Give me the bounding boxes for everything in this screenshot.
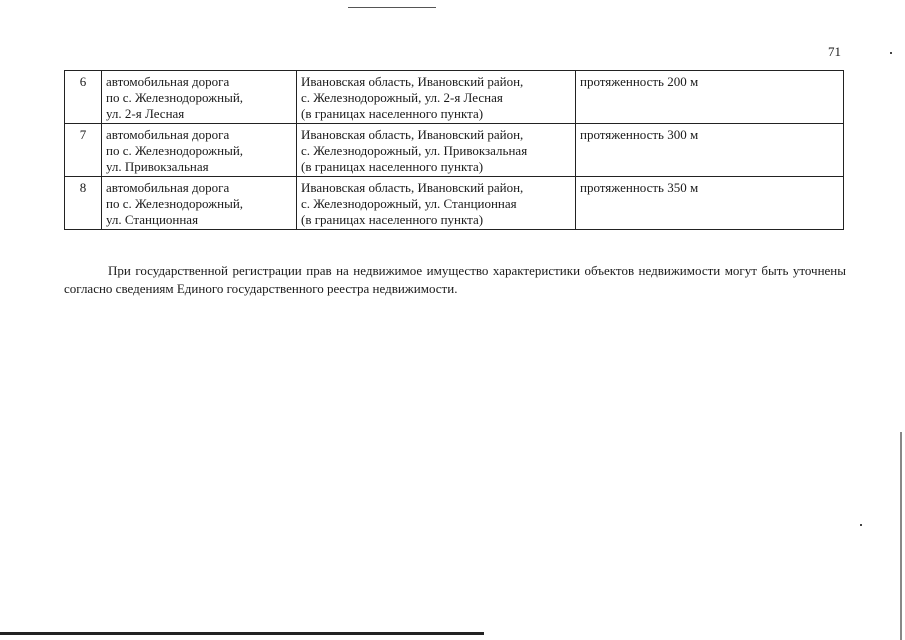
registration-note: При государственной регистрации прав на недвижимое имущество характеристики объектов недвижимости могут быть уточнены согласно сведениям Единого государственного реестра недвижимости.: [64, 263, 846, 296]
scan-edge-bottom: [0, 632, 484, 635]
row-number: 6: [65, 71, 102, 124]
object-description: протяженность 350 м: [576, 177, 844, 230]
object-name: автомобильная дорога по с. Железнодорожный, ул. Станционная: [102, 177, 297, 230]
table-row: [65, 124, 844, 177]
object-location: Ивановская область, Ивановский район, с. Железнодорожный, ул. Станционная (в границах населенного пункта): [297, 177, 576, 230]
object-location: Ивановская область, Ивановский район, с. Железнодорожный, ул. 2-я Лесная (в границах населенного пункта): [297, 71, 576, 124]
object-location: Ивановская область, Ивановский район, с. Железнодорожный, ул. Привокзальная (в границах населенного пункта): [297, 124, 576, 177]
object-description: протяженность 300 м: [576, 124, 844, 177]
objects-table: [64, 70, 844, 230]
table-row: [65, 71, 844, 124]
object-name: автомобильная дорога по с. Железнодорожный, ул. Привокзальная: [102, 124, 297, 177]
object-description: протяженность 200 м: [576, 71, 844, 124]
scan-edge-right: [900, 432, 902, 640]
scan-speck: [860, 524, 862, 526]
scan-speck: [890, 52, 892, 54]
top-rule: [348, 7, 436, 8]
page-number: 71: [828, 44, 841, 59]
row-number: 8: [65, 177, 102, 230]
table-row: [65, 177, 844, 230]
row-number: 7: [65, 124, 102, 177]
object-name: автомобильная дорога по с. Железнодорожный, ул. 2-я Лесная: [102, 71, 297, 124]
